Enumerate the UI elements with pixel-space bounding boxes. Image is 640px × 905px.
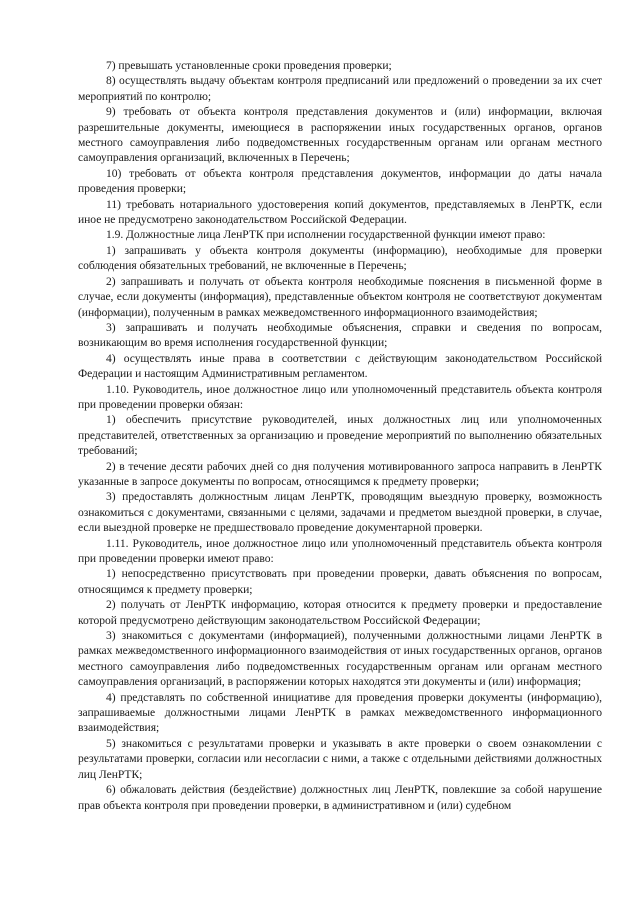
section-1-11-heading: 1.11. Руководитель, иное должностное лицо или уполномоченный представитель объекта контроля при проведении проверки имеют право: (78, 536, 602, 565)
paragraph-10-before-start: 10) требовать от объекта контроля представления документов, информации до даты начала проведения проверки; (78, 166, 602, 196)
duty-2-send-documents: 2) в течение десяти рабочих дней со дня получения мотивированного запроса направить в ЛенРТК указанные в запросе документы по вопросам, относящимся к предмету проверки; (78, 459, 602, 488)
entity-right-3-familiarize: 3) знакомиться с документами (информацией), полученными должностными лицами ЛенРТК в рамках межведомственного информационного взаимодействия от иных государственных органов, органов местного самоуправления либо подведомственных государственным органам или органам местного самоуправления организаций, в распоряжении которых находятся эти документы и (или) информация; (78, 629, 602, 689)
right-1-request-documents: 1) запрашивать у объекта контроля документы (информацию), необходимые для проверки соблюдения обязательных требований, не включенные в Перечень; (78, 243, 602, 273)
entity-right-6-appeal: 6) обжаловать действия (бездействие) должностных лиц ЛенРТК, повлекшие за собой нарушение прав объекта контроля при проведении проверки, в административном и (или) судебном (78, 783, 602, 812)
entity-right-4-submit: 4) представлять по собственной инициативе для проведения проверки документы (информацию), запрашиваемые должностными лицами ЛенРТК в рамках межведомственного информационного взаимодействия; (78, 690, 602, 735)
right-4-other-rights: 4) осуществлять иные права в соответствии с действующим законодательством Российской Федерации и настоящим Административным регламентом. (78, 351, 602, 381)
paragraph-7-exceed-terms: 7) превышать установленные сроки проведения проверки; (106, 59, 392, 72)
right-2-written-explanations: 2) запрашивать и получать от объекта контроля необходимые пояснения в письменной форме в случае, если документы (информация), представленные объектом контроля не соответствуют документам (информации), полученным в рамках межведомственного информационного взаимодействия; (78, 274, 602, 319)
paragraph-9-documents: 9) требовать от объекта контроля представления документов и (или) информации, включая разрешительные документы, имеющиеся в распоряжении иных государственных органов, органов местного самоуправления либо подведомственных государственным органам или органам местного самоуправления организаций, включенных в Перечень; (78, 105, 602, 165)
entity-right-1-presence: 1) непосредственно присутствовать при проведении проверки, давать объяснения по вопросам, относящимся к предмету проверки; (78, 567, 602, 596)
right-3-references: 3) запрашивать и получать необходимые объяснения, справки и сведения по вопросам, возникающим во время исполнения государственной функции; (78, 320, 602, 350)
section-1-10-heading: 1.10. Руководитель, иное должностное лицо или уполномоченный представитель объекта контроля при проведении проверки обязан: (78, 382, 602, 411)
duty-3-access: 3) предоставлять должностным лицам ЛенРТК, проводящим выездную проверку, возможность ознакомиться с документами, связанными с целями, задачами и предметом выездной проверки, в случае, если выездной проверке не предшествовало проведение документарной проверки. (78, 490, 602, 535)
entity-right-5-results: 5) знакомиться с результатами проверки и указывать в акте проверки о своем ознакомлении с результатами проверки, согласии или несогласии с ними, а также с отдельными действиями должностных лиц ЛенРТК; (78, 736, 602, 781)
paragraph-8-prescriptions: 8) осуществлять выдачу объектам контроля предписаний или предложений о проведении за их счет мероприятий по контролю; (78, 74, 602, 103)
section-1-9-heading: 1.9. Должностные лица ЛенРТК при исполнении государственной функции имеют право: (106, 228, 546, 242)
entity-right-2-information: 2) получать от ЛенРТК информацию, которая относится к предмету проверки и предоставление которой предусмотрено действующим законодательством Российской Федерации; (78, 598, 602, 627)
duty-1-presence: 1) обеспечить присутствие руководителей, иных должностных лиц или уполномоченных представителей, ответственных за организацию и проведение мероприятий по выполнению обязательных требований; (78, 413, 602, 458)
paragraph-11-notarial: 11) требовать нотариального удостоверения копий документов, представляемых в ЛенРТК, если иное не предусмотрено законодательством Российской Федерации. (78, 197, 602, 227)
